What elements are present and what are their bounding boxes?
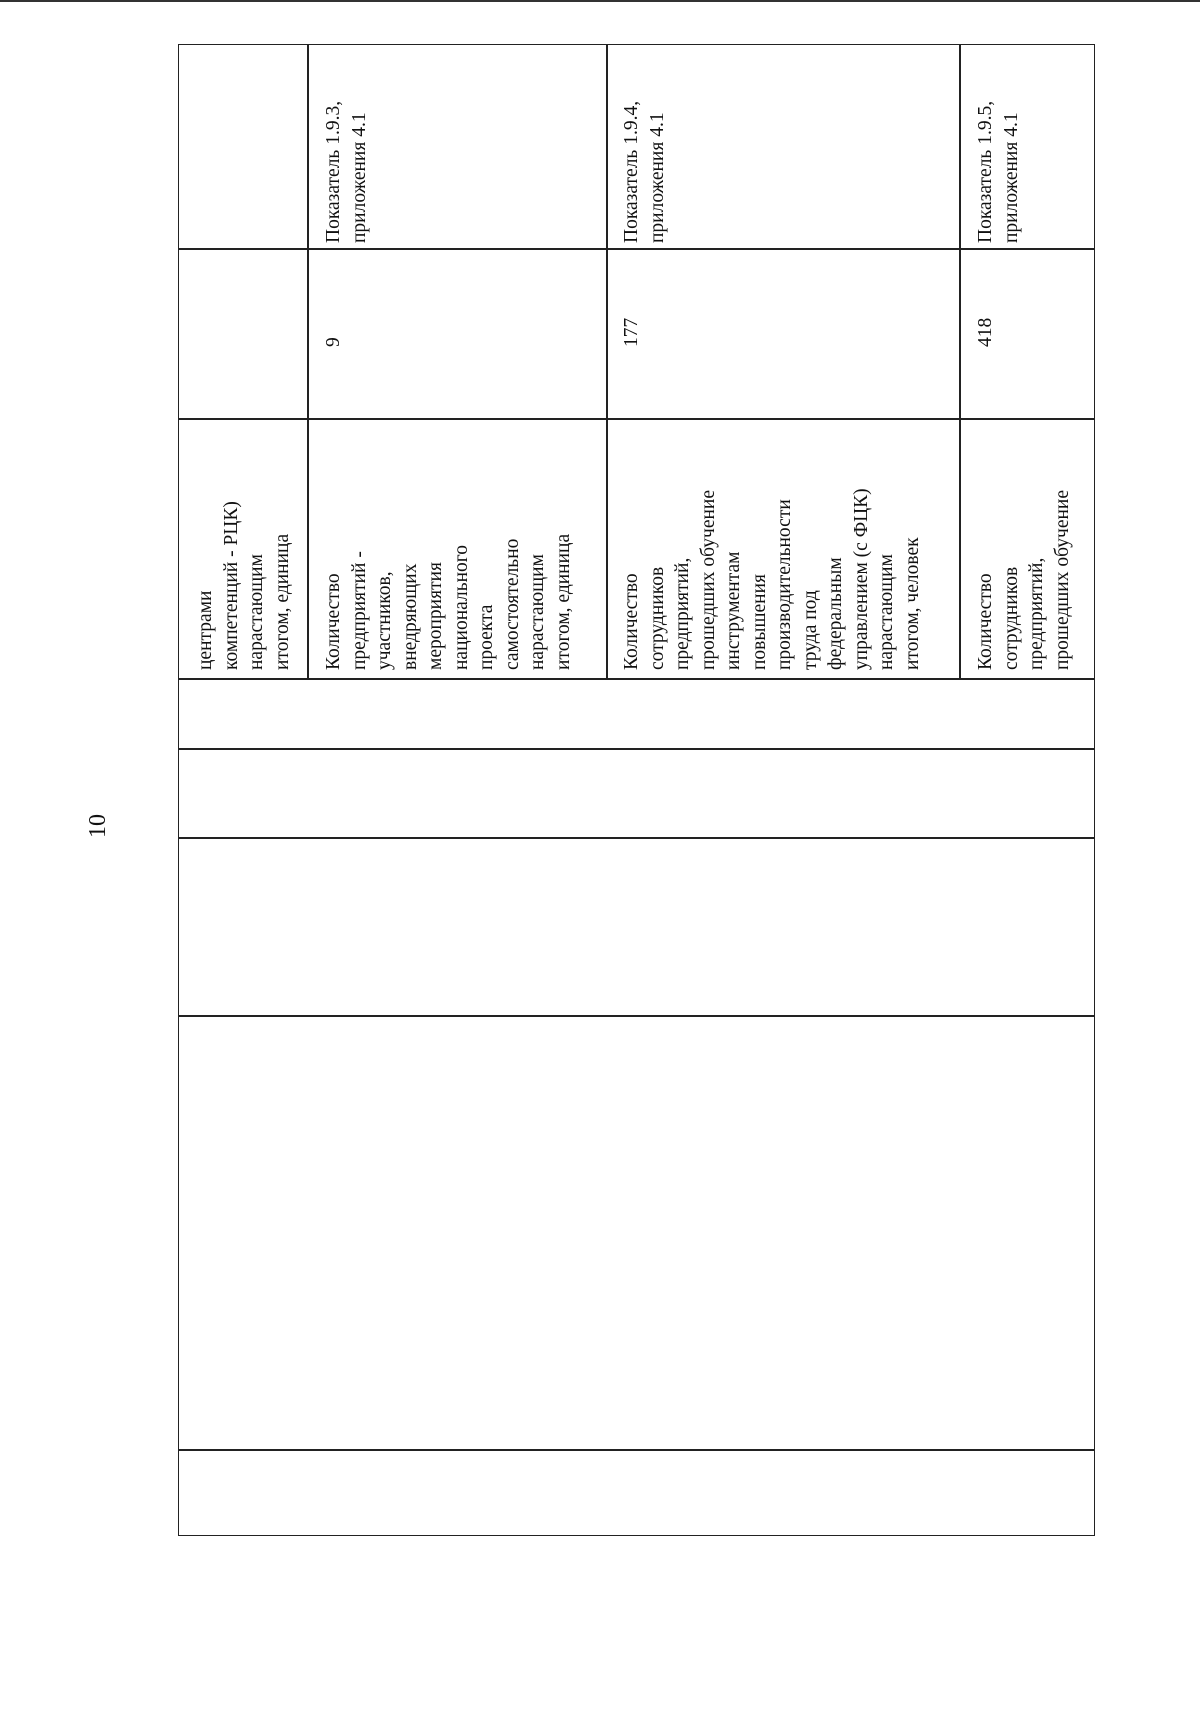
col-sep-indicator: [179, 678, 1094, 680]
row-3-indicator: Количество сотрудников предприятий, прошедших обучение инструментам повышения производительности труда под федеральным управлением (с ФЦК) нарастающим итогом, человек: [621, 488, 923, 670]
row-sep-2: [606, 45, 608, 678]
row-2-value: 9: [323, 337, 344, 347]
row-sep-3: [959, 45, 961, 678]
row-sep-1: [307, 45, 309, 678]
col-sep-7: [179, 1015, 1094, 1017]
row-2-indicator: Количество предприятий - участников, внедряющих мероприятия национального проекта самостоятельно нарастающим итогом, единица: [323, 533, 574, 670]
col-sep-source: [179, 248, 1094, 250]
row-3-value: 177: [621, 317, 642, 347]
row-1-indicator: центрами компетенций - РЦК) нарастающим итогом, единица: [195, 501, 293, 670]
row-4-indicator: Количество сотрудников предприятий, прошедших обучение: [975, 489, 1073, 670]
col-sep-6: [179, 837, 1094, 839]
row-4-value: 418: [975, 317, 996, 347]
row-4-source: Показатель 1.9.5, приложения 4.1: [975, 100, 1022, 243]
page-number: 10: [85, 814, 111, 838]
indicator-table: [178, 44, 1095, 1536]
col-sep-5: [179, 748, 1094, 750]
top-edge-line: [0, 0, 1200, 2]
col-sep-8: [179, 1449, 1094, 1451]
row-2-source: Показатель 1.9.3, приложения 4.1: [323, 100, 370, 243]
row-3-source: Показатель 1.9.4, приложения 4.1: [621, 100, 668, 243]
